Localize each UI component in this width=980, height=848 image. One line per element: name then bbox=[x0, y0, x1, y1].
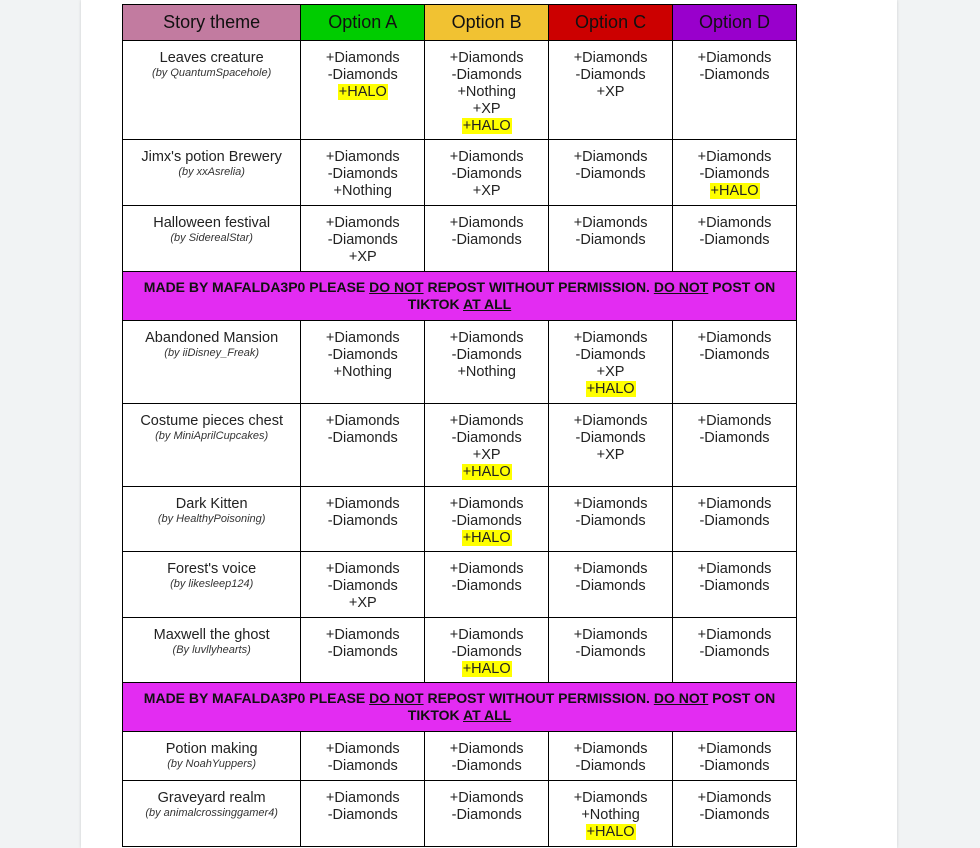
option-b-cell bbox=[425, 140, 549, 206]
story-author: (By luvllyhearts) bbox=[172, 644, 251, 656]
story-theme-cell bbox=[123, 321, 301, 404]
story-options-table bbox=[122, 4, 797, 847]
option-a-cell bbox=[301, 781, 425, 847]
option-b-cell bbox=[425, 552, 549, 618]
table-row bbox=[123, 618, 797, 683]
document-page bbox=[81, 0, 897, 848]
reward-line: -Diamonds bbox=[699, 166, 770, 182]
table-row bbox=[123, 41, 797, 140]
reward-line: +Diamonds bbox=[325, 50, 400, 66]
banner-emphasis: DO NOT bbox=[369, 279, 424, 295]
option-d-cell bbox=[673, 618, 797, 683]
banner-text: POST ON TIKTOK bbox=[407, 690, 776, 723]
reward-line: -Diamonds bbox=[575, 166, 646, 182]
reward-line: +Diamonds bbox=[697, 149, 772, 165]
header-option-c: Option C bbox=[549, 5, 673, 41]
option-a-cell bbox=[301, 404, 425, 487]
reward-line: +Diamonds bbox=[697, 330, 772, 346]
header-option-a: Option A bbox=[301, 5, 425, 41]
reward-line: +Diamonds bbox=[573, 741, 648, 757]
story-author: (by iiDisney_Freak) bbox=[164, 347, 260, 359]
reward-line: -Diamonds bbox=[699, 232, 770, 248]
reward-line: +XP bbox=[348, 249, 377, 265]
option-b-cell bbox=[425, 41, 549, 140]
reward-line-halo bbox=[673, 183, 796, 200]
reward-line: +Diamonds bbox=[325, 741, 400, 757]
story-theme-name: Abandoned Mansion bbox=[145, 330, 279, 346]
story-theme-cell bbox=[123, 41, 301, 140]
reward-line: -Diamonds bbox=[699, 347, 770, 363]
story-author: (by likesleep124) bbox=[170, 578, 254, 590]
reward-line: -Diamonds bbox=[327, 166, 398, 182]
reward-line: +Diamonds bbox=[449, 790, 524, 806]
option-b-cell bbox=[425, 206, 549, 272]
story-theme-cell bbox=[123, 781, 301, 847]
option-d-cell bbox=[673, 487, 797, 552]
reward-line: +Diamonds bbox=[697, 790, 772, 806]
banner-text: REPOST WITHOUT PERMISSION. bbox=[423, 690, 654, 706]
reward-line: +Nothing bbox=[333, 183, 392, 199]
banner-text: MADE BY MAFALDA3P0 PLEASE bbox=[143, 279, 370, 295]
reward-line: +Diamonds bbox=[697, 561, 772, 577]
story-theme-name: Jimx's potion Brewery bbox=[141, 149, 282, 165]
reward-line: +Diamonds bbox=[449, 627, 524, 643]
table-row bbox=[123, 140, 797, 206]
reward-line: -Diamonds bbox=[327, 67, 398, 83]
story-theme-name: Maxwell the ghost bbox=[153, 627, 270, 643]
reward-line: -Diamonds bbox=[451, 347, 522, 363]
reward-line: +XP bbox=[472, 183, 501, 199]
reward-line: +Diamonds bbox=[325, 496, 400, 512]
option-c-cell bbox=[549, 404, 673, 487]
reward-line-halo bbox=[425, 118, 548, 135]
reward-line: -Diamonds bbox=[451, 578, 522, 594]
warning-banner bbox=[123, 272, 797, 321]
story-theme-cell bbox=[123, 140, 301, 206]
reward-line: -Diamonds bbox=[575, 232, 646, 248]
reward-line: +Diamonds bbox=[325, 149, 400, 165]
table-row bbox=[123, 732, 797, 781]
story-theme-name: Halloween festival bbox=[153, 215, 271, 231]
warning-banner bbox=[123, 683, 797, 732]
option-d-cell bbox=[673, 321, 797, 404]
reward-line: -Diamonds bbox=[451, 430, 522, 446]
reward-line: -Diamonds bbox=[699, 807, 770, 823]
reward-line: -Diamonds bbox=[327, 644, 398, 660]
halo-highlight: +HALO bbox=[462, 530, 511, 546]
option-c-cell bbox=[549, 618, 673, 683]
reward-line: +Diamonds bbox=[573, 496, 648, 512]
option-d-cell bbox=[673, 41, 797, 140]
reward-line: +Diamonds bbox=[449, 561, 524, 577]
story-theme-name: Graveyard realm bbox=[157, 790, 266, 806]
reward-line: +XP bbox=[348, 595, 377, 611]
halo-highlight: +HALO bbox=[462, 464, 511, 480]
option-d-cell bbox=[673, 404, 797, 487]
story-author: (by NoahYuppers) bbox=[167, 758, 257, 770]
table-row bbox=[123, 321, 797, 404]
option-b-cell bbox=[425, 781, 549, 847]
reward-line: -Diamonds bbox=[327, 807, 398, 823]
reward-line: -Diamonds bbox=[575, 578, 646, 594]
story-author: (by xxAsrelia) bbox=[178, 166, 245, 178]
header-story-theme: Story theme bbox=[123, 5, 301, 41]
reward-line: +XP bbox=[596, 364, 625, 380]
reward-line: -Diamonds bbox=[699, 578, 770, 594]
reward-line: +Diamonds bbox=[449, 330, 524, 346]
reward-line: -Diamonds bbox=[451, 166, 522, 182]
option-d-cell bbox=[673, 552, 797, 618]
option-b-cell bbox=[425, 732, 549, 781]
reward-line: +Diamonds bbox=[573, 561, 648, 577]
halo-highlight: +HALO bbox=[586, 824, 635, 840]
reward-line: +Diamonds bbox=[325, 790, 400, 806]
reward-line: +Diamonds bbox=[697, 496, 772, 512]
reward-line: -Diamonds bbox=[699, 513, 770, 529]
reward-line: +Diamonds bbox=[573, 149, 648, 165]
reward-line: +Diamonds bbox=[573, 413, 648, 429]
reward-line: +XP bbox=[596, 84, 625, 100]
story-theme-name: Costume pieces chest bbox=[140, 413, 283, 429]
story-theme-name: Dark Kitten bbox=[175, 496, 248, 512]
banner-text: POST ON TIKTOK bbox=[407, 279, 776, 312]
reward-line: +Diamonds bbox=[449, 50, 524, 66]
story-theme-cell bbox=[123, 206, 301, 272]
story-theme-name: Potion making bbox=[165, 741, 258, 757]
banner-emphasis: AT ALL bbox=[463, 296, 512, 312]
reward-line: -Diamonds bbox=[699, 644, 770, 660]
halo-highlight: +HALO bbox=[338, 84, 387, 100]
banner-emphasis: DO NOT bbox=[653, 690, 709, 706]
reward-line: +Diamonds bbox=[573, 215, 648, 231]
reward-line: +Diamonds bbox=[697, 50, 772, 66]
reward-line: +Diamonds bbox=[449, 496, 524, 512]
option-d-cell bbox=[673, 140, 797, 206]
reward-line: +Diamonds bbox=[573, 790, 648, 806]
reward-line: +Diamonds bbox=[697, 215, 772, 231]
reward-line: -Diamonds bbox=[451, 644, 522, 660]
table-row bbox=[123, 781, 797, 847]
reward-line: +Nothing bbox=[581, 807, 640, 823]
reward-line: +Nothing bbox=[333, 364, 392, 380]
reward-line: +Diamonds bbox=[325, 330, 400, 346]
option-d-cell bbox=[673, 206, 797, 272]
story-author: (by SiderealStar) bbox=[170, 232, 253, 244]
option-a-cell bbox=[301, 140, 425, 206]
story-theme-name: Leaves creature bbox=[159, 50, 264, 66]
reward-line: -Diamonds bbox=[327, 758, 398, 774]
reward-line: +Diamonds bbox=[325, 413, 400, 429]
reward-line-halo bbox=[425, 530, 548, 547]
option-c-cell bbox=[549, 140, 673, 206]
story-theme-cell bbox=[123, 552, 301, 618]
reward-line: -Diamonds bbox=[699, 430, 770, 446]
halo-highlight: +HALO bbox=[710, 183, 759, 199]
reward-line: -Diamonds bbox=[575, 430, 646, 446]
story-theme-name: Forest's voice bbox=[167, 561, 257, 577]
banner-emphasis: DO NOT bbox=[369, 690, 424, 706]
halo-highlight: +HALO bbox=[462, 118, 511, 134]
story-theme-cell bbox=[123, 732, 301, 781]
option-a-cell bbox=[301, 321, 425, 404]
reward-line: -Diamonds bbox=[699, 758, 770, 774]
story-author: (by animalcrossinggamer4) bbox=[145, 807, 278, 819]
option-b-cell bbox=[425, 618, 549, 683]
reward-line: +Diamonds bbox=[573, 627, 648, 643]
reward-line: -Diamonds bbox=[575, 67, 646, 83]
story-author: (by MiniAprilCupcakes) bbox=[155, 430, 269, 442]
reward-line: -Diamonds bbox=[327, 513, 398, 529]
story-author: (by QuantumSpacehole) bbox=[152, 67, 272, 79]
story-theme-cell bbox=[123, 487, 301, 552]
option-c-cell bbox=[549, 41, 673, 140]
reward-line: -Diamonds bbox=[699, 67, 770, 83]
reward-line-halo bbox=[549, 824, 672, 841]
reward-line: -Diamonds bbox=[327, 430, 398, 446]
table-body bbox=[123, 41, 797, 847]
reward-line: -Diamonds bbox=[575, 758, 646, 774]
option-c-cell bbox=[549, 552, 673, 618]
warning-banner-row bbox=[123, 683, 797, 732]
reward-line: +XP bbox=[596, 447, 625, 463]
table-row bbox=[123, 404, 797, 487]
reward-line: -Diamonds bbox=[575, 513, 646, 529]
reward-line: +XP bbox=[472, 101, 501, 117]
reward-line-halo bbox=[425, 661, 548, 678]
reward-line-halo bbox=[301, 84, 424, 101]
option-d-cell bbox=[673, 781, 797, 847]
reward-line: +Diamonds bbox=[325, 561, 400, 577]
option-a-cell bbox=[301, 618, 425, 683]
table-row bbox=[123, 552, 797, 618]
story-theme-cell bbox=[123, 618, 301, 683]
option-a-cell bbox=[301, 552, 425, 618]
halo-highlight: +HALO bbox=[586, 381, 635, 397]
reward-line: +XP bbox=[472, 447, 501, 463]
reward-line: +Diamonds bbox=[573, 330, 648, 346]
reward-line: -Diamonds bbox=[451, 513, 522, 529]
reward-line: +Diamonds bbox=[573, 50, 648, 66]
reward-line: +Diamonds bbox=[449, 149, 524, 165]
reward-line: +Diamonds bbox=[325, 215, 400, 231]
reward-line: -Diamonds bbox=[451, 758, 522, 774]
reward-line: +Diamonds bbox=[449, 741, 524, 757]
reward-line: -Diamonds bbox=[327, 232, 398, 248]
story-theme-cell bbox=[123, 404, 301, 487]
table-row bbox=[123, 487, 797, 552]
option-c-cell bbox=[549, 206, 673, 272]
reward-line: +Diamonds bbox=[697, 413, 772, 429]
reward-line: +Diamonds bbox=[449, 413, 524, 429]
reward-line: +Diamonds bbox=[449, 215, 524, 231]
reward-line: -Diamonds bbox=[327, 347, 398, 363]
banner-emphasis: DO NOT bbox=[653, 279, 709, 295]
warning-banner-row bbox=[123, 272, 797, 321]
option-c-cell bbox=[549, 732, 673, 781]
story-author: (by HealthyPoisoning) bbox=[157, 513, 266, 525]
reward-line: -Diamonds bbox=[451, 232, 522, 248]
header-option-b: Option B bbox=[425, 5, 549, 41]
reward-line: -Diamonds bbox=[451, 67, 522, 83]
reward-line: -Diamonds bbox=[451, 807, 522, 823]
reward-line: +Diamonds bbox=[325, 627, 400, 643]
reward-line: -Diamonds bbox=[575, 347, 646, 363]
option-b-cell bbox=[425, 321, 549, 404]
reward-line: +Diamonds bbox=[697, 627, 772, 643]
option-a-cell bbox=[301, 732, 425, 781]
reward-line-halo bbox=[549, 381, 672, 398]
option-b-cell bbox=[425, 404, 549, 487]
banner-emphasis: AT ALL bbox=[463, 707, 512, 723]
halo-highlight: +HALO bbox=[462, 661, 511, 677]
option-a-cell bbox=[301, 41, 425, 140]
reward-line-halo bbox=[425, 464, 548, 481]
option-d-cell bbox=[673, 732, 797, 781]
option-c-cell bbox=[549, 321, 673, 404]
header-option-d: Option D bbox=[673, 5, 797, 41]
table-row bbox=[123, 206, 797, 272]
option-b-cell bbox=[425, 487, 549, 552]
banner-text: REPOST WITHOUT PERMISSION. bbox=[423, 279, 654, 295]
option-c-cell bbox=[549, 487, 673, 552]
option-a-cell bbox=[301, 206, 425, 272]
option-c-cell bbox=[549, 781, 673, 847]
banner-text: MADE BY MAFALDA3P0 PLEASE bbox=[143, 690, 370, 706]
header-row bbox=[123, 5, 797, 41]
reward-line: -Diamonds bbox=[327, 578, 398, 594]
option-a-cell bbox=[301, 487, 425, 552]
reward-line: -Diamonds bbox=[575, 644, 646, 660]
reward-line: +Nothing bbox=[457, 84, 516, 100]
reward-line: +Diamonds bbox=[697, 741, 772, 757]
reward-line: +Nothing bbox=[457, 364, 516, 380]
